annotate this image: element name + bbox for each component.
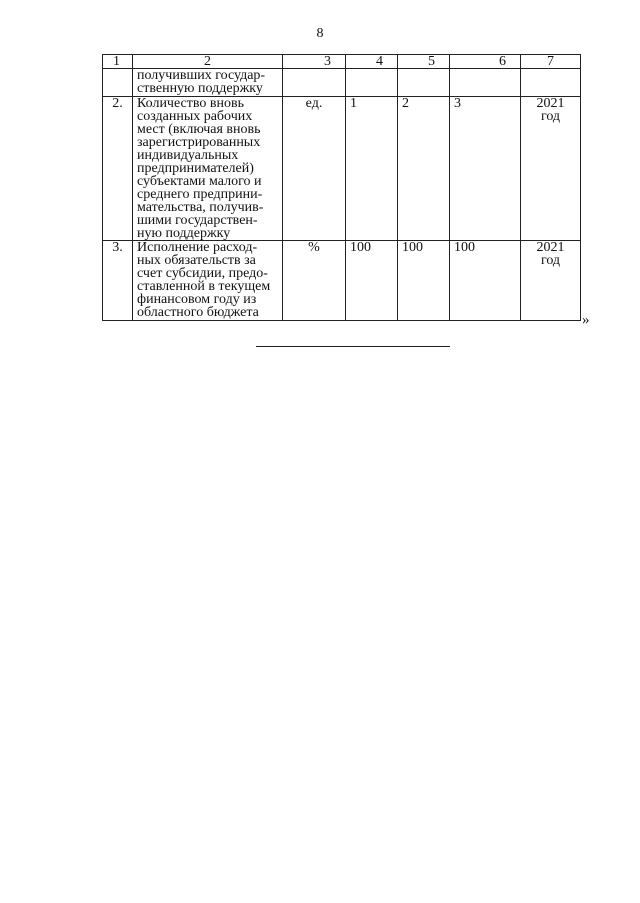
- header-cell-7: 7: [521, 55, 581, 69]
- value-cell-5: [398, 69, 450, 97]
- description-line: индивидуальных: [137, 148, 239, 163]
- year-cell: [521, 69, 581, 97]
- description-line: Количество вновь: [137, 96, 244, 111]
- year-word: год: [540, 253, 561, 268]
- description-line: ственную поддержку: [137, 81, 263, 96]
- closing-quote: »: [582, 312, 590, 328]
- header-cell-3: 3: [283, 55, 346, 69]
- description-line: субъектами малого и: [137, 174, 262, 189]
- year-number: 2021: [536, 240, 565, 255]
- row-number: 3.: [103, 241, 133, 321]
- page-number: 8: [316, 26, 324, 41]
- description-line: областного бюджета: [137, 305, 259, 320]
- description-line: ных обязательств за: [137, 253, 256, 268]
- table-row-continuation: [103, 69, 581, 97]
- description-line: мательства, получив-: [137, 200, 264, 215]
- value-cell-5: 100: [398, 241, 450, 321]
- row-description: [133, 69, 283, 97]
- header-cell-2: 2: [133, 55, 283, 69]
- unit-cell: [283, 69, 346, 97]
- row-description: [133, 97, 283, 241]
- value-cell-6: [450, 69, 521, 97]
- description-line: среднего предприни-: [137, 187, 263, 202]
- description-line: ную поддержку: [137, 226, 231, 241]
- header-cell-5: 5: [398, 55, 450, 69]
- row-number-cell: [103, 69, 133, 97]
- header-cell-1: 1: [103, 55, 133, 69]
- year-word: год: [540, 109, 561, 124]
- description-line: шими государствен-: [137, 213, 258, 228]
- year-cell: [521, 241, 581, 321]
- row-description: [133, 241, 283, 321]
- description-line: мест (включая вновь: [137, 122, 261, 137]
- description-line: Исполнение расход-: [137, 240, 258, 255]
- indicator-table: [102, 54, 581, 321]
- description-line: ставленной в текущем: [137, 279, 271, 294]
- row-number: 2.: [103, 97, 133, 241]
- value-cell-5: 2: [398, 97, 450, 241]
- table-header-row: [103, 55, 581, 69]
- value-cell-6: 100: [450, 241, 521, 321]
- value-cell-4: 1: [346, 97, 398, 241]
- header-cell-6: 6: [450, 55, 521, 69]
- description-line: зарегистрированных: [137, 135, 261, 150]
- header-cell-4: 4: [346, 55, 398, 69]
- year-cell: [521, 97, 581, 241]
- unit-cell: %: [283, 241, 346, 321]
- description-line: предпринимателей): [137, 161, 254, 176]
- value-cell-4: 100: [346, 241, 398, 321]
- year-number: 2021: [536, 96, 565, 111]
- description-line: финансовом году из: [137, 292, 257, 307]
- table-row-2: [103, 97, 581, 241]
- end-divider: [256, 346, 450, 347]
- unit-cell: ед.: [283, 97, 346, 241]
- description-line: созданных рабочих: [137, 109, 253, 124]
- description-line: получивших государ-: [137, 68, 266, 83]
- table-row-3: [103, 241, 581, 321]
- value-cell-6: 3: [450, 97, 521, 241]
- description-line: счет субсидии, предо-: [137, 266, 268, 281]
- value-cell-4: [346, 69, 398, 97]
